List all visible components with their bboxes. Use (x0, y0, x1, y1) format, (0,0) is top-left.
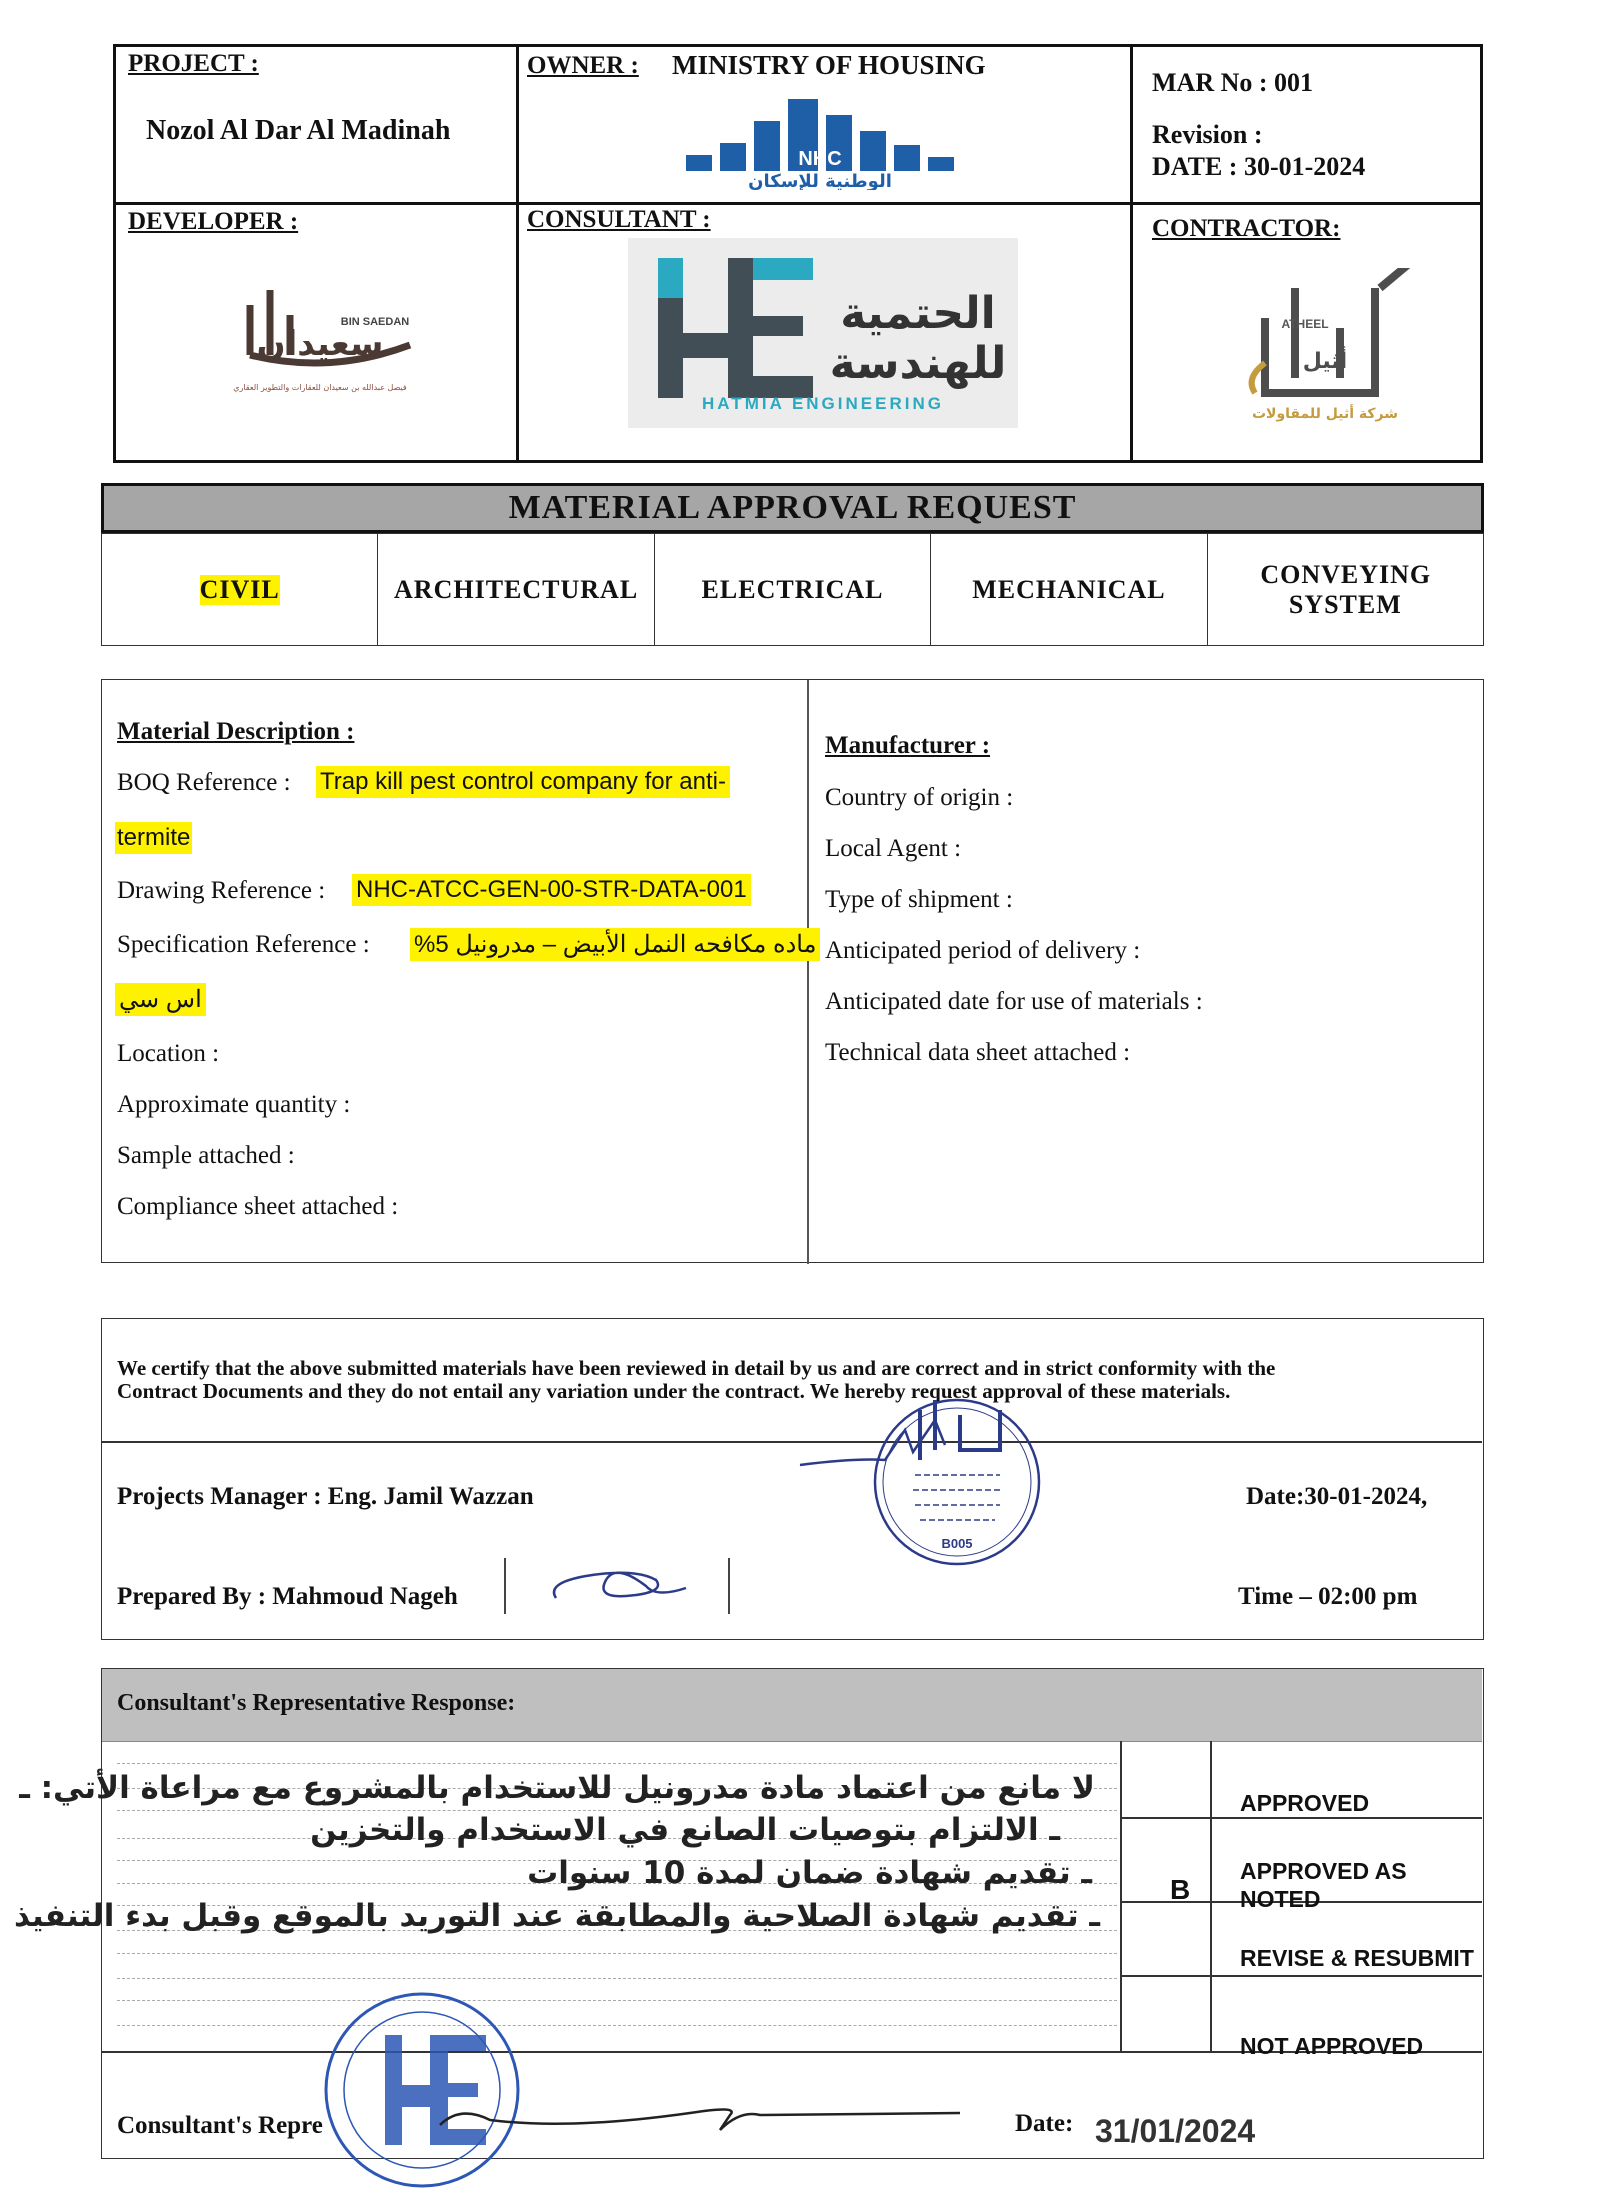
status-code: B (1170, 1874, 1191, 1905)
projects-manager: Projects Manager : Eng. Jamil Wazzan (117, 1483, 534, 1510)
project-label: PROJECT : (128, 50, 259, 77)
consultant-stamp (310, 1985, 990, 2195)
material-description-heading: Material Description : (117, 718, 355, 745)
category-conveying-system: CONVEYING SYSTEM (1260, 559, 1432, 619)
comment-line-2: ـ الالتزام بتوصيات الصانع في الاستخدام والتخزين (310, 1812, 1060, 1848)
category-civil: CIVIL (102, 534, 378, 645)
comment-line-4: ـ تقديم شهادة الصلاحية والمطابقة عند التوريد بالموقع وقبل بدء التنفيذ (13, 1898, 1100, 1934)
specification-reference-value-1: ماده مكافحه النمل الأبيض – مدرونيل 5% (410, 928, 820, 961)
certification-date: Date:30-01-2024, (1246, 1483, 1428, 1510)
hatmia-logo-ar-1: الحتمية (840, 288, 996, 339)
certification-time: Time – 02:00 pm (1238, 1583, 1418, 1610)
form-title: MATERIAL APPROVAL REQUEST (101, 483, 1484, 533)
drawing-reference-value: NHC-ATCC-GEN-00-STR-DATA-001 (352, 874, 751, 906)
stamp-code: B005 (941, 1536, 973, 1551)
specification-reference-label: Specification Reference : (117, 931, 370, 958)
mar-number: MAR No : 001 (1152, 68, 1314, 97)
consultant-label: CONSULTANT : (527, 206, 711, 233)
prepared-by: Prepared By : Mahmoud Nageh (117, 1583, 458, 1610)
developer-label: DEVELOPER : (128, 208, 299, 235)
category-electrical: ELECTRICAL (655, 534, 931, 645)
category-row (101, 533, 1484, 646)
sample-attached-label: Sample attached : (117, 1142, 295, 1169)
boq-reference-value-2: termite (115, 822, 192, 854)
consultant-response-heading: Consultant's Representative Response: (117, 1690, 516, 1716)
prepared-by-signature (504, 1558, 730, 1614)
material-section (101, 679, 1484, 1263)
option-not-approved: NOT APPROVED (1240, 2033, 1424, 2059)
specification-reference-value-2: اس سي (115, 983, 206, 1016)
owner-label: OWNER : (527, 52, 639, 79)
option-revise-resubmit: REVISE & RESUBMIT (1240, 1945, 1474, 1971)
owner-name: MINISTRY OF HOUSING (672, 50, 986, 80)
atheel-logo (1225, 268, 1425, 443)
boq-reference-value-1: Trap kill pest control company for anti- (316, 766, 730, 798)
drawing-reference-label: Drawing Reference : (117, 877, 326, 904)
type-of-shipment-label: Type of shipment : (825, 886, 1013, 913)
option-approved-as-noted: APPROVED AS NOTED (1240, 1858, 1407, 1912)
project-name: Nozol Al Dar Al Madinah (146, 115, 451, 146)
nhc-logo (680, 95, 970, 190)
contractor-stamp (795, 1390, 1070, 1575)
header-date: DATE : 30-01-2024 (1152, 152, 1366, 181)
hatmia-logo-en: HATMIA ENGINEERING (702, 394, 944, 413)
certification-text: We certify that the above submitted materials have been reviewed in detail by us and are correct and in strict conformity with the Contract Documents and they do not entail any variation under the contract. We hereby request approval of these materials. (117, 1356, 1276, 1403)
consultant-date-label: Date: (1015, 2110, 1074, 2137)
boq-reference-label: BOQ Reference : (117, 769, 291, 796)
contractor-label: CONTRACTOR: (1152, 215, 1341, 242)
category-architectural: ARCHITECTURAL (378, 534, 654, 645)
hatmia-logo-ar-2: للهندسة (829, 338, 1007, 389)
consultant-rep-label: Consultant's Repre (117, 2112, 323, 2139)
bin-saedan-sub: فيصل عبدالله بن سعيدان للعقارات والتطوير العقاري (233, 383, 407, 392)
bin-saedan-logo (210, 285, 430, 410)
comment-line-1: لا مانع من اعتماد مادة مدرونيل للاستخدام بالمشروع مع مراعاة الأتي: ـ (19, 1770, 1095, 1806)
consultant-date-value: 31/01/2024 (1095, 2113, 1256, 2149)
period-of-delivery-label: Anticipated period of delivery : (825, 937, 1141, 964)
manufacturer-heading: Manufacturer : (825, 732, 991, 759)
compliance-sheet-label: Compliance sheet attached : (117, 1193, 399, 1220)
atheel-logo-en: ATHEEL (1281, 317, 1329, 331)
category-mechanical: MECHANICAL (931, 534, 1207, 645)
nhc-logo-text: NHC (798, 148, 842, 170)
bin-saedan-arabic: سعيدان (256, 324, 384, 364)
revision: Revision : (1152, 120, 1263, 149)
technical-data-sheet-label: Technical data sheet attached : (825, 1039, 1131, 1066)
local-agent-label: Local Agent : (825, 835, 962, 862)
nhc-logo-arabic: الوطنية للإسكان (748, 171, 892, 190)
hatmia-logo (628, 238, 1018, 428)
country-of-origin-label: Country of origin : (825, 784, 1014, 811)
comment-line-3: ـ تقديم شهادة ضمان لمدة 10 سنوات (527, 1855, 1092, 1891)
bin-saedan-english: BIN SAEDAN (340, 316, 410, 328)
date-for-use-label: Anticipated date for use of materials : (825, 988, 1203, 1015)
approximate-quantity-label: Approximate quantity : (117, 1091, 351, 1118)
atheel-logo-sub: شركة أثيل للمقاولات (1251, 406, 1399, 422)
location-label: Location : (117, 1040, 220, 1067)
atheel-logo-ar: أثيل (1302, 349, 1348, 374)
option-approved: APPROVED (1240, 1790, 1370, 1816)
